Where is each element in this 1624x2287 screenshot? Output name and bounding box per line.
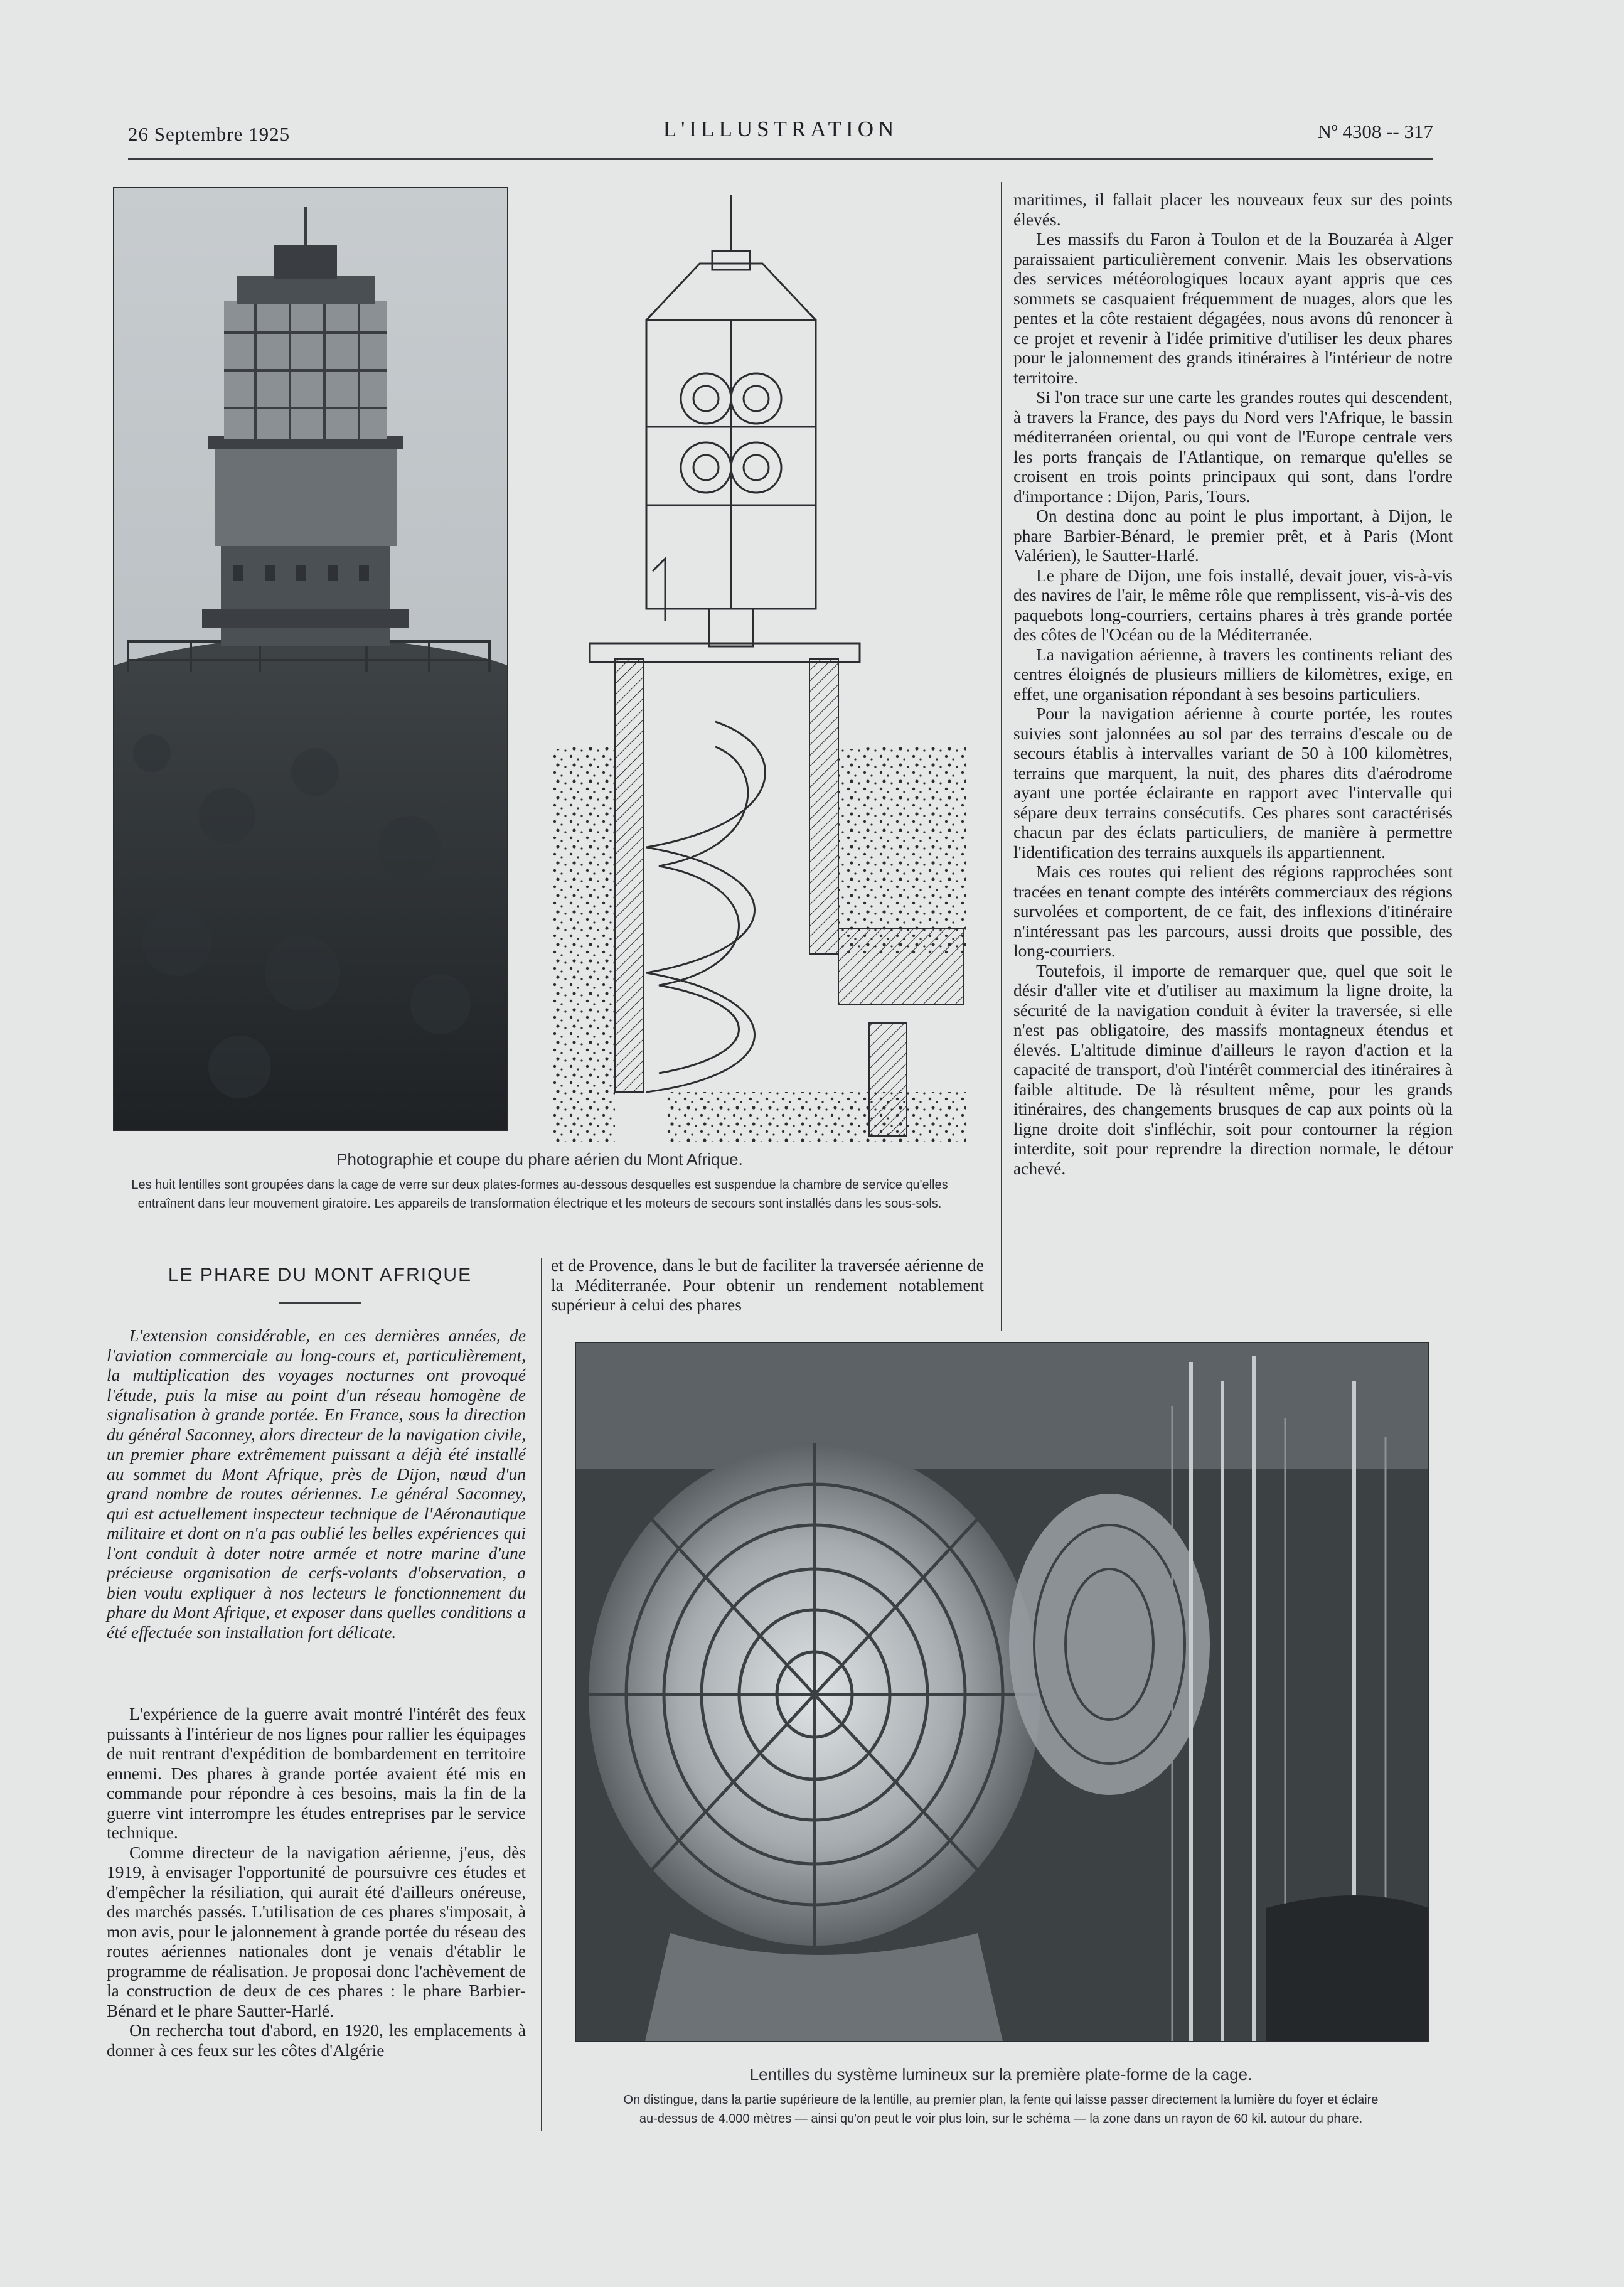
figure1-caption-line1: Les huit lentilles sont groupées dans la cage de verre sur deux plates-formes au-dessous desquelles est suspendue la chambre de service qu'elles xyxy=(131,1178,948,1192)
col3-paragraph-7: Mais ces routes qui relient des régions rapprochées sont tracées en tenant compte des intérêts commerciaux des régions survolées et comportent, de ce fait, des inflexions d'itinéraire n'intéressant pas les parcours, aussi droits que possible, des long-courriers. xyxy=(1013,862,1453,960)
article-intro xyxy=(107,1326,526,1642)
publication-title: L'ILLUSTRATION xyxy=(663,117,899,141)
figure2-caption-title: Lentilles du système lumineux sur la première plate-forme de la cage. xyxy=(749,2065,1253,2084)
lighthouse-section-diagram xyxy=(552,182,973,1142)
lighthouse-section-drawing xyxy=(552,182,973,1142)
lighthouse-photo xyxy=(113,187,508,1131)
article-title: LE PHARE DU MONT AFRIQUE xyxy=(168,1265,473,1285)
article-column-3 xyxy=(1013,190,1453,1178)
column-rule xyxy=(1001,182,1002,1331)
title-rule xyxy=(279,1302,361,1304)
col3-paragraph-5: La navigation aérienne, à travers les continents reliant des centres éloignés de plusieurs milliers de kilomètres, exige, en effet, une organisation répondant à ses besoins particuliers. xyxy=(1013,644,1453,704)
lens-photo-image xyxy=(576,1343,1428,2041)
figure2-caption-line2: au-dessus de 4.000 mètres — ainsi qu'on peut le voir plus loin, sur le schéma — la zone dans un rayon de 60 kil. autour du phare. xyxy=(639,2112,1363,2126)
col3-paragraph-8: Toutefois, il importe de remarquer que, quel que soit le désir d'aller vite et d'utiliser au maximum la ligne droite, la sécurité de la navigation conduit à éviter la traversée, si elle n'est pas obligatoire, des massifs montagneux étendus et élevés. L'altitude diminue d'ailleurs le rayon d'action et la capacité de transport, d'où l'intérêt commercial des itinéraires à faible altitude. De là résultent même, pour les grands itinéraires, des changements brusques de cap aux points où la ligne droite doit s'infléchir, soit pour contourner la région interdite, soit pour reprendre la direction normale, le détour achevé. xyxy=(1013,960,1453,1178)
issue-date: 26 Septembre 1925 xyxy=(128,123,291,145)
figure1-caption-title: Photographie et coupe du phare aérien du Mont Afrique. xyxy=(336,1150,743,1169)
issue-page-number: Nº 4308 -- 317 xyxy=(1317,121,1433,142)
col3-paragraph-4: Le phare de Dijon, une fois installé, devait jouer, vis-à-vis des navires de l'air, le même rôle que remplissent, vis-à-vis des paquebots long-courriers, certains phares à très grande portée des côtes de l'Océan ou de la Méditerranée. xyxy=(1013,565,1453,644)
article-column-2 xyxy=(551,1255,984,1315)
page-header xyxy=(128,117,1433,156)
header-rule xyxy=(128,158,1433,160)
lighthouse-photo-image xyxy=(114,188,507,1130)
col3-paragraph-0: maritimes, il fallait placer les nouveaux feux sur des points élevés. xyxy=(1013,190,1453,229)
figure2-caption xyxy=(565,2065,1437,2128)
col1-paragraph-1: L'expérience de la guerre avait montré l'intérêt des feux puissants à l'intérieur de nos lignes pour rallier les équipages de nuit rentrant d'expédition de bombardement en territoire ennemi. Des phares à grande portée avaient été mis en commande pour répondre à ces besoins, mais la fin de la guerre vint interrompre les études entreprises par le service technique. xyxy=(107,1704,526,1842)
lens-photo xyxy=(575,1342,1429,2042)
col1-paragraph-2: Comme directeur de la navigation aérienne, j'eus, dès 1919, à envisager l'opportunité de poursuivre ces études et d'empêcher la résiliation, qui aurait été d'ailleurs onéreuse, des marchés passés. L'utilisation de ces phares s'imposait, à mon avis, pour le jalonnement à grande portée du réseau des routes aériennes nationales dont je venais d'établir le programme de réalisation. Je proposai donc l'achèvement de la construction de deux de ces phares : le phare Barbier-Bénard et le phare Sautter-Harlé. xyxy=(107,1842,526,2020)
col3-paragraph-3: On destina donc au point le plus important, à Dijon, le phare Barbier-Bénard, le premier prêt, et à Paris (Mont Valérien), le Sautter-Harlé. xyxy=(1013,506,1453,565)
col3-paragraph-1: Les massifs du Faron à Toulon et de la Bouzaréa à Alger paraissaient particulièrement convenir. Mais les observations des services météorologiques locaux ayant appris que ces sommets se casquaient fréquemment de nuages, alors que les pentes et la côte restaient dégagées, nous avons dû renoncer à ce projet et revenir à l'idée primitive d'utiliser les deux phares pour le jalonnement des grands itinéraires à l'intérieur de notre territoire. xyxy=(1013,229,1453,387)
article-column-1 xyxy=(107,1704,526,2060)
col1-paragraph-3: On rechercha tout d'abord, en 1920, les emplacements à donner à ces feux sur les côtes d'Algérie xyxy=(107,2020,526,2060)
col2-paragraph: et de Provence, dans le but de faciliter la traversée aérienne de la Méditerranée. Pour obtenir un rendement notablement supérieur à celui des phares xyxy=(551,1255,984,1314)
col3-paragraph-2: Si l'on trace sur une carte les grandes routes qui descendent, à travers la France, des pays du Nord vers l'Afrique, le bassin méditerranéen oriental, ou qui vont de l'Europe centrale vers les ports français de l'Atlantique, on remarque qu'elles se croisent en trois points principaux qui sont, dans l'ordre d'importance : Dijon, Paris, Tours. xyxy=(1013,387,1453,506)
column-rule-2 xyxy=(541,1258,542,2131)
intro-paragraph: L'extension considérable, en ces dernières années, de l'aviation commerciale au long-cours et, particulièrement, la multiplication des voyages nocturnes ont provoqué l'étude, puis la mise au point d'un réseau homogène de signalisation à grande portée. En France, sous la direction du général Saconney, alors directeur de la navigation civile, un premier phare extrêmement puissant a déjà été installé au sommet du Mont Afrique, près de Dijon, nœud d'un grand nombre de routes aériennes. Le général Saconney, qui est actuellement inspecteur technique de l'Aéronautique militaire et dont on n'a pas oublié les belles expériences qui l'ont conduit à doter notre armée et notre marine d'une précieuse organisation de cerfs-volants d'observation, a bien voulu expliquer à nos lecteurs le fonctionnement du phare du Mont Afrique, et exposer dans quelles conditions a été effectuée son installation fort délicate. xyxy=(107,1326,526,1642)
col3-paragraph-6: Pour la navigation aérienne à courte portée, les routes suivies sont jalonnées au sol par des terrains d'escale ou de secours établis à intervalles variant de 50 à 100 kilomètres, terrains que marquent, la nuit, des phares dits d'aérodrome ayant une portée éclairante en rapport avec l'intervalle qui sépare deux terrains consécutifs. Ces phares sont caractérisés chacun par des éclats particuliers, de manière à permettre l'identification des terrains auxquels ils appartiennent. xyxy=(1013,704,1453,862)
figure1-caption-line2: entraînent dans leur mouvement giratoire. Les appareils de transformation électrique et les moteurs de secours sont installés dans les sous-sols. xyxy=(137,1197,942,1211)
figure2-caption-line1: On distingue, dans la partie supérieure de la lentille, au premier plan, la fente qui laisse passer directement la lumière du foyer et éclaire xyxy=(623,2093,1379,2107)
figure1-caption xyxy=(94,1150,985,1213)
